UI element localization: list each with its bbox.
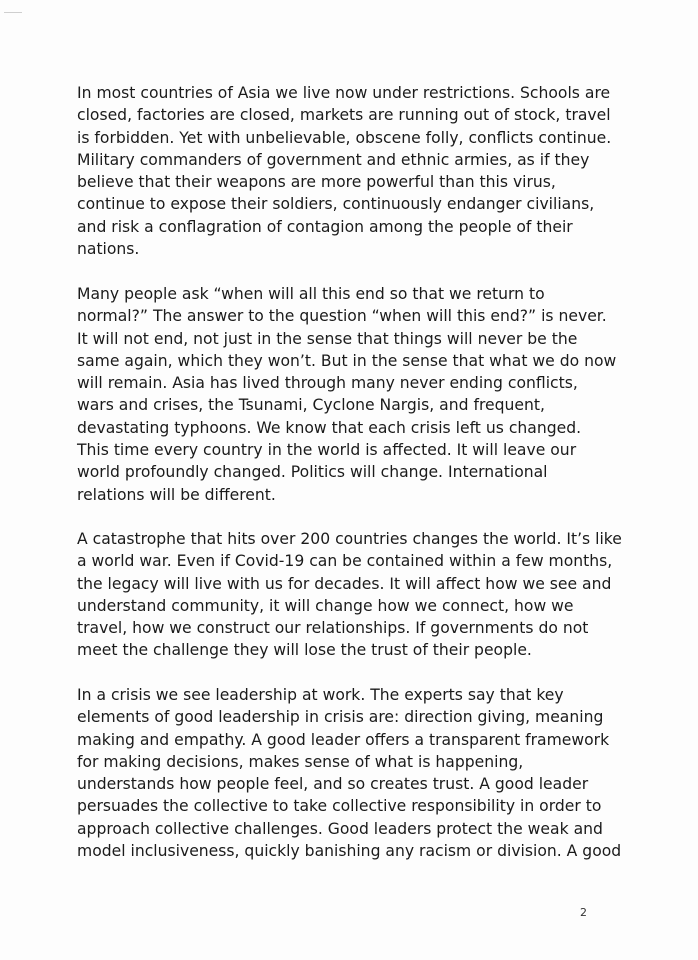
text-line: world profoundly changed. Politics will change. International: [77, 463, 548, 482]
text-line: It will not end, not just in the sense that things will never be the: [77, 329, 578, 348]
text-line: approach collective challenges. Good leaders protect the weak and: [77, 819, 603, 838]
scan-artifact: [4, 12, 22, 13]
text-line: This time every country in the world is affected. It will leave our: [77, 441, 577, 460]
text-line: understands how people feel, and so creates trust. A good leader: [77, 775, 589, 794]
text-line: elements of good leadership in crisis are: direction giving, meaning: [77, 708, 604, 727]
text-line: making and empathy. A good leader offers a transparent framework: [77, 730, 610, 749]
text-line: Military commanders of government and ethnic armies, as if they: [77, 150, 590, 169]
page-number: 2: [580, 906, 587, 919]
text-line: meet the challenge they will lose the trust of their people.: [77, 641, 532, 660]
text-line: In a crisis we see leadership at work. The experts say that key: [77, 686, 564, 704]
text-line: the legacy will live with us for decades. It will affect how we see and: [77, 574, 612, 593]
text-line: devastating typhoons. We know that each crisis left us changed.: [77, 418, 582, 437]
text-line: In most countries of Asia we live now under restrictions. Schools are: [77, 84, 611, 102]
text-line: closed, factories are closed, markets are running out of stock, travel: [77, 106, 611, 125]
text-line: normal?” The answer to the question “when will this end?” is never.: [77, 307, 607, 326]
paragraph-leadership: [77, 684, 637, 862]
text-line: persuades the collective to take collective responsibility in order to: [77, 797, 602, 816]
text-line: continue to expose their soldiers, continuously endanger civilians,: [77, 195, 595, 214]
paragraph-catastrophe: [77, 528, 637, 662]
text-line: understand community, it will change how we connect, how we: [77, 596, 574, 615]
text-line: nations.: [77, 240, 140, 259]
text-line: for making decisions, makes sense of what is happening,: [77, 752, 524, 771]
text-line: will remain. Asia has lived through many never ending conflicts,: [77, 374, 578, 393]
paragraph-restrictions: [77, 82, 637, 260]
text-line: travel, how we construct our relationships. If governments do not: [77, 619, 589, 638]
text-line: A catastrophe that hits over 200 countries changes the world. It’s like: [77, 530, 622, 548]
paragraph-when-will-this-end: [77, 283, 637, 506]
text-line: and risk a conflagration of contagion among the people of their: [77, 217, 573, 236]
text-line: model inclusiveness, quickly banishing any racism or division. A good: [77, 842, 622, 861]
text-line: Many people ask “when will all this end so that we return to: [77, 285, 545, 303]
text-line: same again, which they won’t. But in the sense that what we do now: [77, 351, 617, 370]
text-line: wars and crises, the Tsunami, Cyclone Nargis, and frequent,: [77, 396, 545, 415]
text-line: is forbidden. Yet with unbelievable, obscene folly, conflicts continue.: [77, 128, 612, 147]
text-line: believe that their weapons are more powerful than this virus,: [77, 173, 556, 192]
text-line: a world war. Even if Covid-19 can be contained within a few months,: [77, 552, 613, 571]
text-line: relations will be different.: [77, 485, 276, 504]
